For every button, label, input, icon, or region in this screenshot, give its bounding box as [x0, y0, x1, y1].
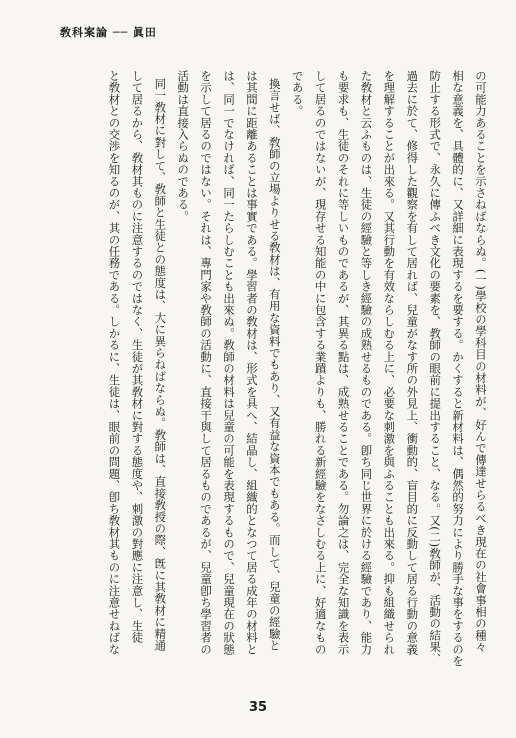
running-header: 敎科案論 ── 眞田	[60, 26, 157, 39]
vertical-body-text: の可能力あることを示さねばならぬ。(一)學校の學科目の材料が、好んで傳達せらるべき現在の社會事相の種々 相な意義を、具體的に、又詳細に表現するを要する。かくすると新材料は、偶然的努力により勝手な事をするのを 防止する形式で、永久に傳ふべき文化の要素を、教師の眼前に提出すること、なる。又(二)敎師が、活動の結果、 過去に於て、修得した觀察を有して居れば、兒童がなす所の外見上、衝動的、盲目的に反動して居る行動の意義 を理解することが出來る。又其行動を有效ならしむる上に、必要な刺激を與ふることも出來る。抑も組織せられ た敎材と云ふものは、生徒の經驗と等しき經驗の成熟せるものである。卽ち同じ世界に於ける經驗であり、能力 も要求も、生徒のそれに等しいものであるが、其異る點は、成熟せることである。勿論之は、完全な知識を表示 して居るのではないが、現存せる知能の中に包含する業蹟よりも、勝れる新經驗をなさしむる上に、好適なもの である。 換言せば、敎師の立場よりせる敎材は、有用な資料でもあり、又有益な資本でもある。而して、兒童の經驗と は其間に距離あることは事實である。學習者の敎材は、形式を具へ、結晶し、組織的となつて居る成年の材料と は、同一でなければ、同一たらしむことも出來ぬ。敎師の材料は兒童の可能を表現するもので、兒童現在の狀態 を示して居るのではない。それは、專門家や敎師の活動に、直接干與して居るものであるが、兒童卽ち學習者の 活動は直接入らぬのである。 同一敎材に對して、敎師と生徒との態度は、大に異らねばならぬ。敎師は、直接敎授の際、旣に其敎材に精通 して居るから、敎材其ものに注意するのではなく、生徒が其敎材に對する態度や、刺激の對應に注意し、生徒 と敎材との交渉を知るのが、其の任務である。しかるに、生徒は、眼前の問題、卽ち敎材其ものに注意せねばな	[107, 70, 488, 667]
page-number: 35	[248, 700, 268, 715]
